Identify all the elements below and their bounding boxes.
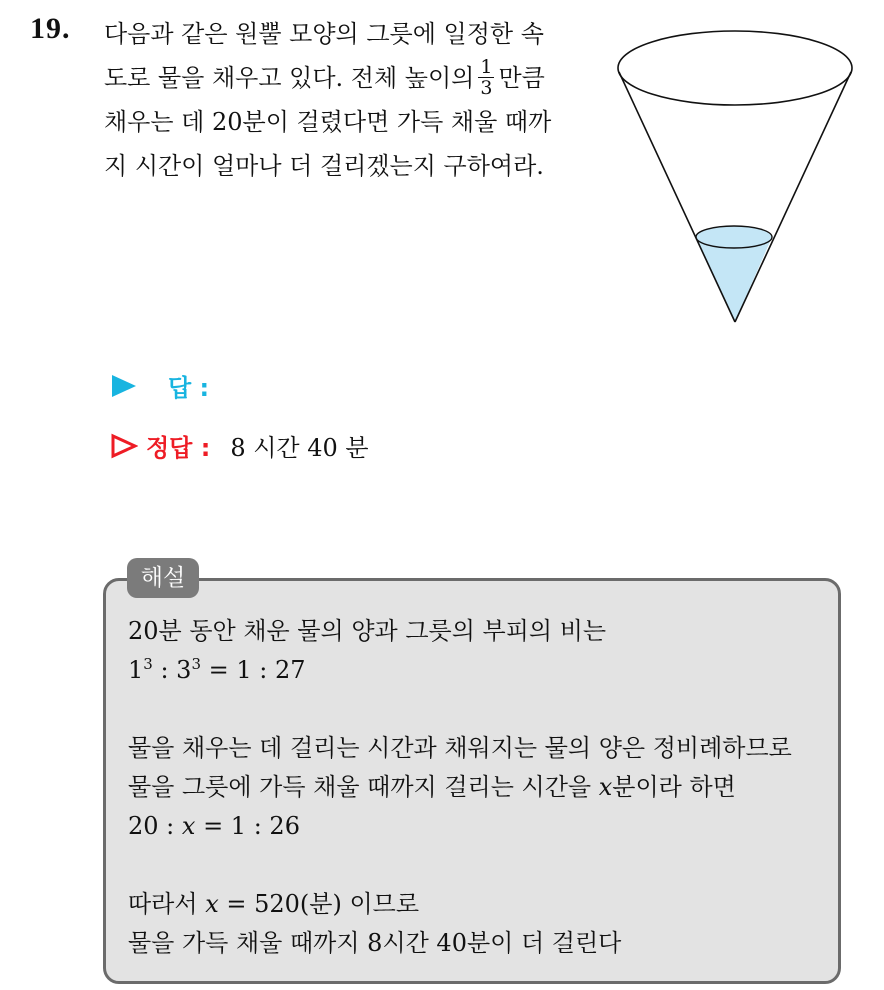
solution-line-5-pre: 20 :: [128, 812, 182, 840]
question-text: [104, 12, 604, 188]
cone-rim: [618, 31, 852, 105]
correct-answer-label: 정답 :: [146, 434, 211, 462]
ratio-term-2: : 3: [152, 656, 192, 684]
cone-right-side: [735, 72, 851, 322]
solution-line-4-post: 분이라 하면: [612, 773, 736, 801]
question-line-1: 다음과 같은 원뿔 모양의 그릇에 일정한 속: [104, 20, 544, 48]
correct-answer-value: 8 시간 40 분: [230, 434, 369, 462]
variable-x: x: [598, 773, 613, 801]
solution-line-6-post: = 520(분) 이므로: [218, 890, 420, 918]
question-number: 19.: [30, 12, 71, 45]
solution-line-6: [128, 885, 833, 924]
solution-line-1: 20분 동안 채운 물의 양과 그릇의 부피의 비는: [128, 617, 607, 645]
solution-line-4-pre: 물을 그릇에 가득 채울 때까지 걸리는 시간을: [128, 773, 599, 801]
cone-left-side: [619, 72, 735, 322]
ratio-result: = 1 : 27: [201, 656, 306, 684]
fraction-denominator: 3: [480, 77, 493, 99]
solution-line-7: 물을 가득 채울 때까지 8시간 40분이 더 걸린다: [128, 929, 622, 957]
question-line-2-post: 만큼: [498, 64, 545, 92]
solution-line-5-post: = 1 : 26: [195, 812, 300, 840]
answer-label: 답 :: [168, 374, 210, 402]
cone-water-fill: [696, 237, 772, 322]
solution-line-4: [128, 768, 833, 807]
question-line-3: 채우는 데 20분이 걸렸다면 가득 채울 때까: [104, 108, 552, 136]
correct-answer-row: [110, 428, 369, 463]
solution-line-2: [128, 651, 833, 690]
fraction-one-third: [478, 57, 494, 98]
ratio-term-1: 1: [128, 656, 144, 684]
fraction-numerator: 1: [480, 56, 493, 78]
ratio-exponent-2: 3: [191, 655, 201, 673]
variable-x: x: [181, 812, 196, 840]
solution-line-6-pre: 따라서: [128, 890, 206, 918]
solution-spacer-1: [128, 690, 833, 729]
correct-arrow-icon: [110, 433, 138, 459]
cone-water-surface: [696, 226, 772, 248]
question-line-2: [104, 56, 604, 100]
solution-tab: 해설: [127, 558, 199, 598]
variable-x: x: [205, 890, 219, 918]
solution-line-3: 물을 채우는 데 걸리는 시간과 채워지는 물의 양은 정비례하므로: [128, 734, 792, 762]
ratio-exponent-1: 3: [143, 655, 153, 673]
answer-row: [110, 368, 209, 403]
solution-text: [128, 612, 833, 963]
question-line-4: 지 시간이 얼마나 더 걸리겠는지 구하여라.: [104, 152, 544, 180]
answer-arrow-icon: [110, 373, 138, 399]
solution-spacer-2: [128, 846, 833, 885]
question-line-2-pre: 도로 물을 채우고 있다. 전체 높이의: [104, 64, 475, 92]
solution-line-5: [128, 807, 833, 846]
cone-figure: [612, 8, 862, 328]
